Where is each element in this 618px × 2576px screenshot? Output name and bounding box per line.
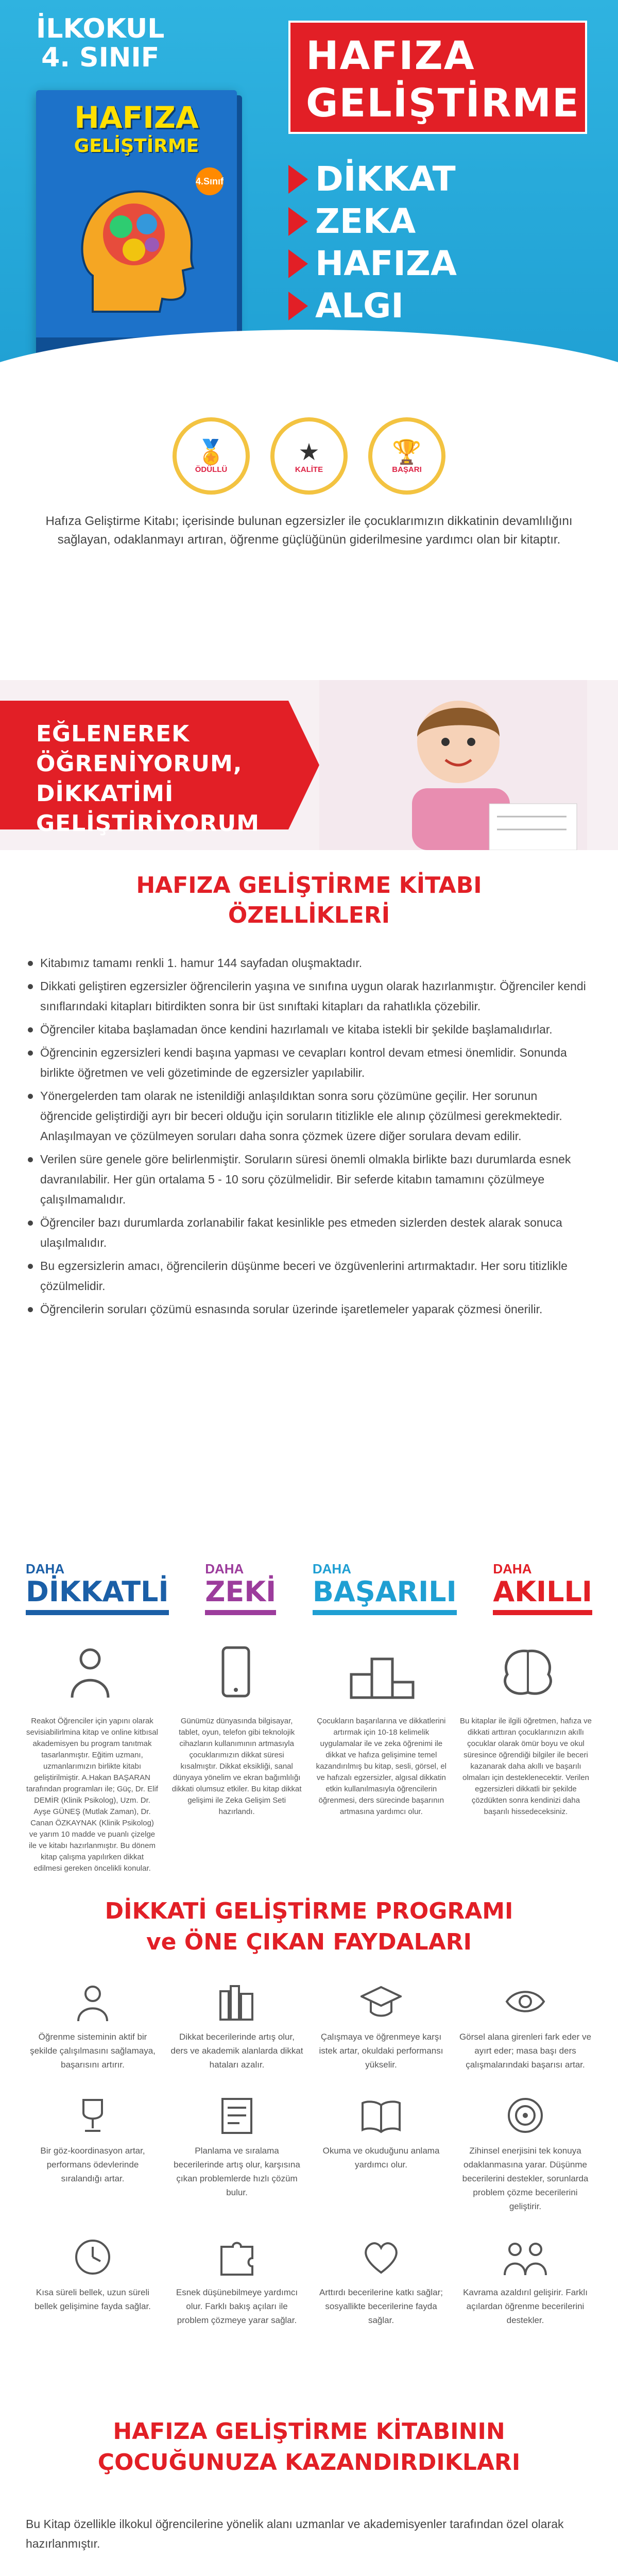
intro-text: Hafıza Geliştirme Kitabı; içerisinde bulunan egzersizler ile çocuklarımızın dikkatinin devamlılığını sağlayan, odaklanmayı artıran, öğrenme güçlüğünün giderilmesine yardımcı olan bir kitaptır. [45, 514, 573, 547]
arrow-right-icon [288, 249, 308, 278]
trophy-icon [26, 2092, 160, 2139]
hero-title-line2: GELİŞTİRME [306, 80, 580, 126]
daha-prefix: DAHA [205, 1561, 244, 1577]
puzzle-icon [170, 2234, 304, 2280]
daha-text: Çocukların başarılarına ve dikkatlerini artırmak için 10-18 kelimelik uygulamalar ile ve zeka öğrenimi ile dikkat ve hafıza gelişimine temel kazandırılmış bu kitap, sesli, görsel, el ve hafızalı egzersizler, algısal dikkatin etkin kullanılmasıyla öğrencilerin öğrenmesi, ders sürecinde başarının artmasına yardımcı olur. [316, 1717, 447, 1816]
list-item: Verilen süre genele göre belirlenmiştir. Soruların süresi önemli olmakla birlikte bazı durumlarda esnek davranılabilir. Her gün ortalama 5 - 10 soru çözülmelidir. Bir seferde kitabın tamamını çözülmeye çalışılmamalıdır. [26, 1149, 592, 1210]
list-item: Öğrenciler bazı durumlarda zorlanabilir fakat kesinlikle pes etmeden sizlerden destek alarak sonuca ulaşılmalıdır. [26, 1213, 592, 1253]
badge-label: ÖDÜLLÜ [195, 465, 228, 474]
gains-title [0, 2416, 618, 2478]
enjoy-line2: ÖĞRENİYORUM, [36, 751, 243, 777]
daha-item [313, 1561, 457, 1615]
books-icon [170, 1978, 304, 2025]
book-subtitle: GELİŞTİRME [74, 135, 199, 157]
badge-label: BAŞARI [392, 465, 422, 474]
grade-line1: İLKOKUL [36, 13, 165, 44]
gains-intro: Bu Kitap özellikle ilkokul öğrencilerine yönelik alanı uzmanlar ve akademisyenler tarafından özel olarak hazırlanmıştır. [26, 2517, 564, 2550]
hero-bullet [288, 159, 457, 199]
hero-bullet-label: ZEKA [315, 201, 416, 241]
enjoy-banner [0, 680, 618, 850]
program-title [0, 1896, 618, 1958]
book-title: HAFIZA [74, 100, 199, 135]
features-title-line2: ÖZELLİKLERİ [228, 902, 390, 928]
benefit-text: Çalışmaya ve öğrenmeye karşı istek artar, okuldaki performansı yükselir. [319, 2032, 443, 2070]
hero-bullet [288, 201, 457, 241]
child-illustration [319, 680, 587, 850]
daha-item [493, 1561, 592, 1615]
daha-texts [26, 1716, 592, 1874]
graduation-icon [314, 1978, 448, 2025]
benefit-item [170, 2092, 304, 2213]
list-item: Kitabımız tamamı renkli 1. hamur 144 sayfadan oluşmaktadır. [26, 953, 592, 973]
hero-bullet-label: HAFIZA [315, 244, 457, 283]
brain-head-icon [72, 178, 201, 322]
book-cover [36, 90, 237, 358]
daha-underline [205, 1610, 276, 1615]
benefit-item [458, 2092, 592, 2213]
hero-bullet [288, 244, 457, 283]
award-badges [36, 417, 582, 495]
hero-title [288, 21, 587, 134]
benefit-item [458, 2234, 592, 2327]
program-title-line2: ve ÖNE ÇIKAN FAYDALARI [146, 1929, 472, 1955]
daha-prefix: DAHA [312, 1561, 351, 1577]
grade-line2: 4. SINIF [41, 42, 160, 73]
benefit-item [458, 1978, 592, 2072]
brain-icon [464, 1638, 592, 1705]
benefit-item [26, 1978, 160, 2072]
trophy-icon: 🏆 [392, 438, 422, 465]
benefit-item [170, 2234, 304, 2327]
program-title-line1: DİKKATİ GELİŞTİRME PROGRAMI [105, 1898, 513, 1924]
benefit-text: Bir göz-koordinasyon artar, performans ödevlerinde sıralandığı artar. [40, 2146, 145, 2183]
grade-label [36, 15, 164, 71]
star-icon: ★ [298, 438, 320, 465]
gains-title-line1: HAFIZA GELİŞTİRME KİTABININ [113, 2418, 505, 2445]
teacher-icon [26, 1638, 154, 1705]
intro-section [36, 417, 582, 549]
daha-word: DİKKATLİ [26, 1575, 169, 1608]
benefit-text: Okuma ve okuduğunu anlama yardımcı olur. [322, 2146, 440, 2170]
team-icon [458, 2234, 592, 2280]
daha-item [26, 1561, 169, 1615]
hero-banner [0, 0, 618, 402]
award-badge [368, 417, 445, 495]
hero-title-line1: HAFIZA [306, 32, 475, 78]
benefit-text: Görsel alana girenleri fark eder ve ayırt eder; masa başı ders çalışmalarındaki başarısı artar. [459, 2032, 592, 2070]
list-item: Öğrenciler kitaba başlamadan önce kendini hazırlamalı ve kitaba istekli bir şekilde başlamalıdırlar. [26, 1020, 592, 1040]
daha-word: ZEKİ [205, 1575, 277, 1608]
benefit-item [26, 2234, 160, 2327]
daha-row [26, 1561, 592, 1615]
list-item: Bu egzersizlerin amacı, öğrencilerin düşünme beceri ve özgüvenlerini artırmaktadır. Her soru titizlikle çözülmelidir. [26, 1256, 592, 1296]
benefit-text: Zihinsel enerjisini tek konuya odaklanmasına yarar. Düşünme becerilerini destekler, sorunlarda problem çözme becerilerini geliştirir. [462, 2146, 589, 2211]
daha-underline [313, 1610, 457, 1615]
benefit-text: Planlama ve sıralama becerilerinde artış olur, karşısına çıkan problemlerde hızlı çözüm bulur. [174, 2146, 300, 2197]
daha-text: Günümüz dünyasında bilgisayar, tablet, oyun, telefon gibi teknolojik cihazların kullanımının artmasıyla çocuklarımızın dikkat süresi kısalmıştır. Dikkat eksikliği, sanal dünyaya yönelim ve ekran bağımlılığı dikkati olumsuz etkiler. Bu kitap dikkat gelişimi ile Zeka Gelişim Seti hazırlandı. [171, 1717, 302, 1816]
medal-icon: 🏅 [196, 438, 226, 465]
features-list [26, 953, 592, 1323]
daha-underline [493, 1610, 592, 1615]
list-item: Öğrencinin egzersizleri kendi başına yapması ve cevapları kontrol devam etmesi önemlidir. Sonunda birlikte öğretmen ve veli gözetiminde de egzersizler yapılabilir. [26, 1043, 592, 1083]
features-title [0, 871, 618, 930]
benefit-text: Öğrenme sisteminin aktif bir şekilde çalışılmasını sağlamaya, başarısını artırır. [30, 2032, 156, 2070]
gains-title-line2: ÇOCUĞUNUZA KAZANDIRDIKLARI [97, 2449, 521, 2476]
daha-underline [26, 1610, 169, 1615]
plan-icon [170, 2092, 304, 2139]
badge-label: KALİTE [295, 465, 323, 474]
benefit-item [314, 2092, 448, 2213]
award-badge [173, 417, 250, 495]
enjoy-line4: GELİŞTİRİYORUM [36, 810, 260, 837]
daha-item [205, 1561, 276, 1615]
daha-word: BAŞARILI [312, 1575, 457, 1608]
heart-icon [314, 2234, 448, 2280]
daha-prefix: DAHA [493, 1561, 532, 1577]
benefit-text: Kavrama azaldırıl gelişirir. Farklı açılardan öğrenme becerilerini destekler. [463, 2287, 588, 2325]
benefit-text: Esnek düşünebilmeye yardımcı olur. Farklı bakış açıları ile problem çözmeye yarar sağlar. [176, 2287, 298, 2325]
award-badge [270, 417, 348, 495]
book-grade-badge: 4.Sınıf [196, 167, 224, 195]
eye-icon [458, 1978, 592, 2025]
podium-icon [318, 1638, 447, 1705]
arrow-right-icon [288, 292, 308, 320]
benefit-item [170, 1978, 304, 2072]
list-item: Yönergelerden tam olarak ne istenildiği anlaşıldıktan sonra soru çözümüne geçilir. Her sorunun öğrencide geliştirdiği ayrı bir beceri olduğu için soruların titizlikle ele alınıp çözülmesi gerekmektedir. Anlaşılmayan ve çözülmeyen soruları daha sonra çözmek üzere diğer sorulara devam edilir. [26, 1086, 592, 1146]
benefit-item [26, 2092, 160, 2213]
daha-icons [26, 1638, 592, 1705]
features-title-line1: HAFIZA GELİŞTİRME KİTABI [136, 872, 482, 899]
benefit-text: Dikkat becerilerinde artış olur, ders ve akademik alanlarda dikkat hataları azalır. [170, 2032, 303, 2070]
benefits-grid [26, 1978, 592, 2327]
arrow-right-icon [288, 207, 308, 236]
list-item: Dikkati geliştiren egzersizler öğrencilerin yaşına ve sınıfına uygun olarak hazırlanmıştır. Öğrenciler kendi sınıflarındaki kitapları bitirdikten sonra bir üst sınıftaki kitapları da rahatlıkla çözebilir. [26, 976, 592, 1016]
enjoy-line3: DİKKATİMİ [36, 781, 174, 807]
hero-bullet-label: ALGI [315, 286, 404, 326]
reading-icon [314, 2092, 448, 2139]
hero-bullets [288, 159, 457, 331]
hero-bullet-label: DİKKAT [315, 159, 456, 199]
benefit-item [314, 1978, 448, 2072]
phone-touch-icon [171, 1638, 300, 1705]
hero-bullet [288, 286, 457, 326]
daha-prefix: DAHA [26, 1561, 65, 1577]
list-item: Öğrencilerin soruları çözümü esnasında sorular üzerinde işaretlemeler yaparak çözmesi önerilir. [26, 1299, 592, 1319]
benefit-text: Kısa süreli bellek, uzun süreli bellek gelişimine fayda sağlar. [35, 2287, 151, 2311]
enjoy-ribbon [0, 701, 288, 837]
daha-text: Reakot Öğrenciler için yapını olarak sevisiabilirlmina kitap ve online kitbısal akademisyen bu program tanıtmak tasarlanmıştır. Eğitim uzmanı, uzmanlarımızın birlikte kitabı geliştirilmiştir. A.Hakan BAŞARAN tarafından programları ile; Güç, Dr. Elif DEMİR (Klinik Psikolog), Uzm. Dr. Ayşe GÜNEŞ (Mutlak Zaman), Dr. Canan ÖZKAYNAK (Klinik Psikolog) ve yarım 10 madde ve puanlı çizelge ile ve kitabı hazırlanmıştır. Bu dönem kitap çalışma yapılırken dikkat edilmesi gereken öncelikli konular. [26, 1717, 158, 1873]
benefit-text: Arttırdı becerilerine katkı sağlar; sosyallikte becerilerine fayda sağlar. [319, 2287, 443, 2325]
benefit-item [314, 2234, 448, 2327]
focus-icon [458, 2092, 592, 2139]
arrow-right-icon [288, 165, 308, 194]
enjoy-line1: EĞLENEREK [36, 721, 190, 747]
daha-word: AKILLI [493, 1575, 592, 1608]
student-icon [26, 1978, 160, 2025]
clock-icon [26, 2234, 160, 2280]
daha-text: Bu kitaplar ile ilgili öğretmen, hafıza ve dikkati arttıran çocuklarınızın akıllı çocuklar olarak ömür boyu ve okul süresince öğrendiği bilgiler ile beceri kazanarak daha akıllı ve başarılı olmaları için desteklenecektir. Verilen egzersizleri dikkatli bir şekilde çözdükten sonra kendinizi daha başarılı hissedeceksiniz. [459, 1717, 592, 1816]
